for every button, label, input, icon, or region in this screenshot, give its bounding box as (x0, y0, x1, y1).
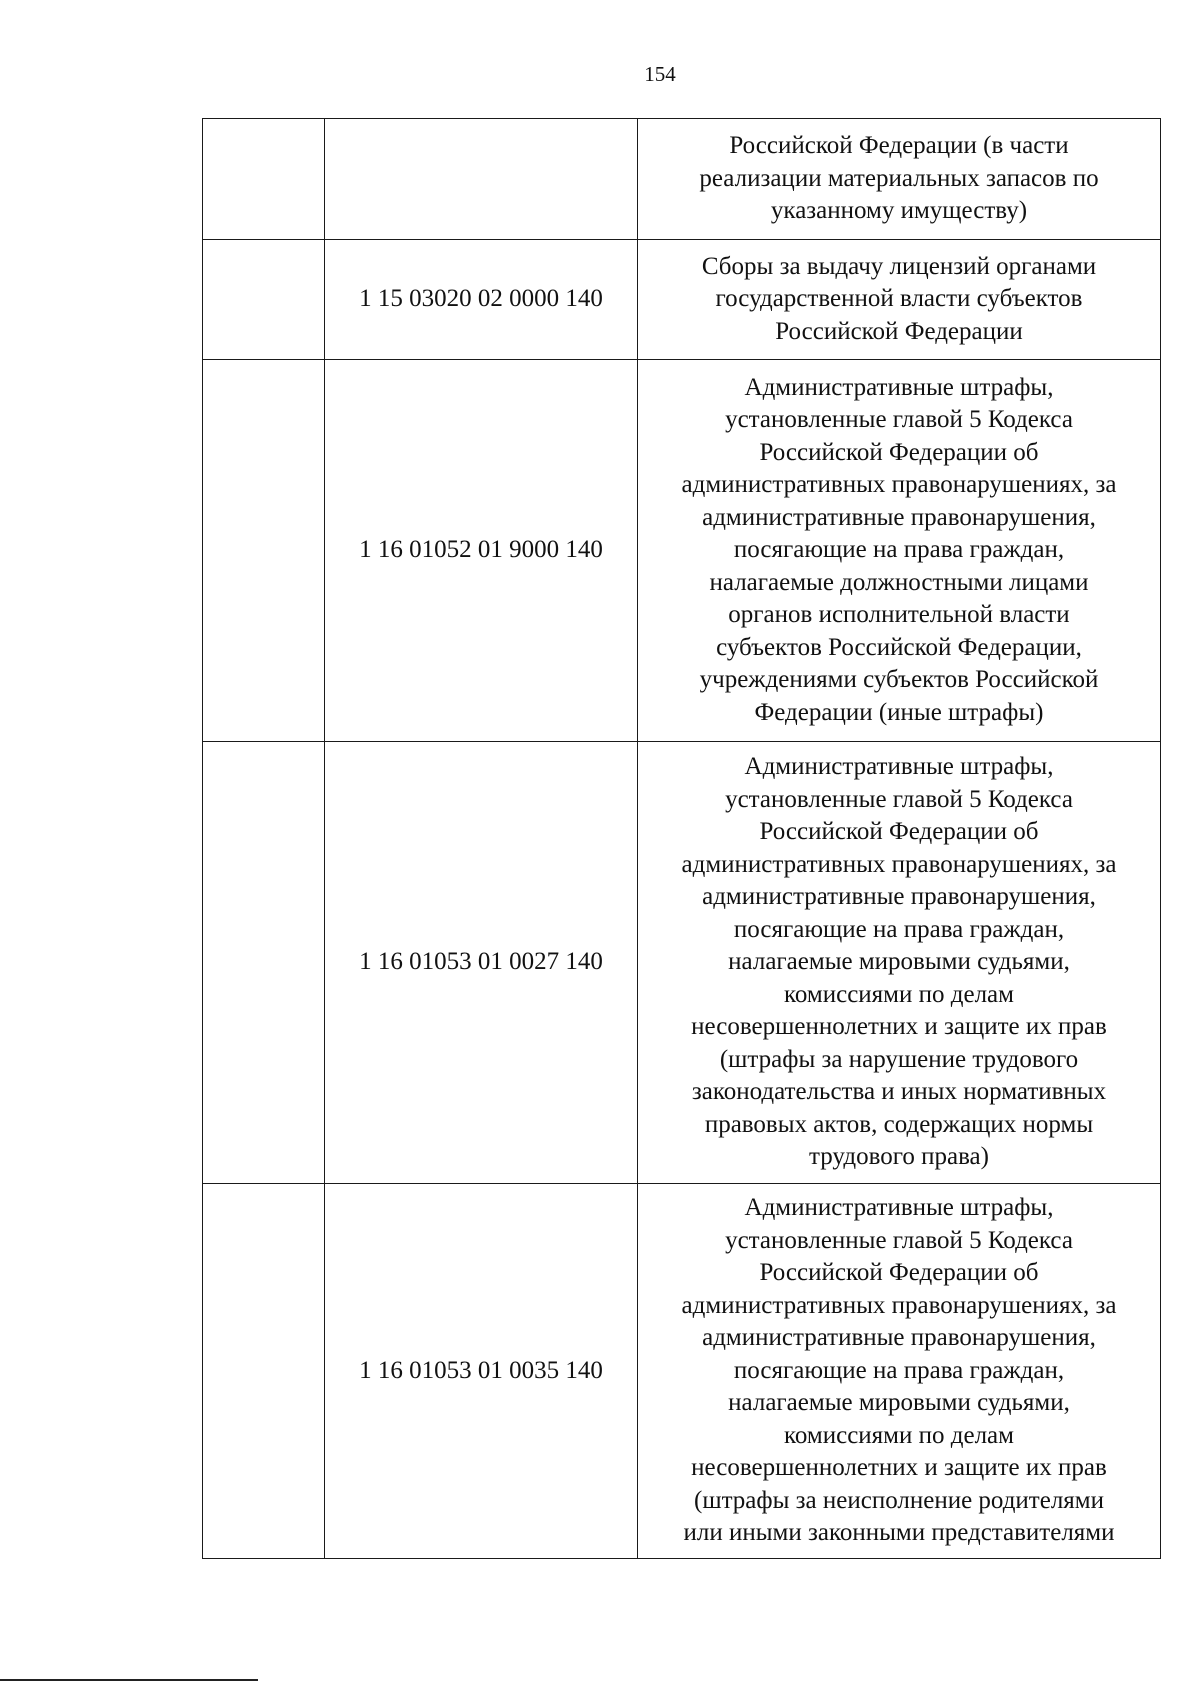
description-line: административных правонарушениях, за (681, 471, 1117, 499)
description-line: органов исполнительной власти (728, 601, 1070, 629)
admin-code-cell (203, 119, 325, 240)
description-cell (638, 119, 1161, 240)
budget-code-cell: 1 16 01053 01 0027 140 (325, 742, 638, 1184)
admin-code-cell (203, 360, 325, 742)
description-line: правовых актов, содержащих нормы (704, 1110, 1094, 1138)
description-line: указанному имуществу) (770, 197, 1028, 225)
description-line: государственной власти субъектов (715, 285, 1083, 313)
description-line: Российской Федерации (775, 317, 1023, 345)
description-line: учреждениями субъектов Российской (699, 666, 1099, 694)
description-line: Федерации (иные штрафы) (754, 698, 1044, 726)
description-cell (638, 360, 1161, 742)
description-line: административные правонарушения, (702, 1324, 1096, 1352)
table-row (203, 240, 1161, 360)
table-row (203, 1184, 1161, 1559)
description-line: трудового права) (809, 1143, 989, 1171)
description-line: реализации материальных запасов по (699, 164, 1099, 192)
description-line: административные правонарушения, (702, 503, 1096, 531)
description-line: (штрафы за неисполнение родителями (694, 1486, 1104, 1514)
description-line: установленные главой 5 Кодекса (725, 785, 1073, 813)
description-line: (штрафы за нарушение трудового (719, 1045, 1079, 1073)
budget-code-cell (325, 119, 638, 240)
description-line: установленные главой 5 Кодекса (725, 1226, 1073, 1254)
description-line: Российской Федерации об (759, 1259, 1039, 1287)
admin-code-cell (203, 240, 325, 360)
description-line: посягающие на права граждан, (733, 1356, 1065, 1384)
footnote-divider (0, 1679, 258, 1681)
description-line: субъектов Российской Федерации, (716, 633, 1082, 661)
description-line: Административные штрафы, (744, 373, 1054, 401)
description-line: административных правонарушениях, за (681, 850, 1117, 878)
description-line: или иными законными представителями (683, 1519, 1115, 1547)
description-line: комиссиями по делам (784, 980, 1014, 1008)
description-line: Российской Федерации об (759, 818, 1039, 846)
budget-code-cell: 1 16 01052 01 9000 140 (325, 360, 638, 742)
page-number: 154 (644, 62, 676, 86)
budget-code-cell: 1 15 03020 02 0000 140 (325, 240, 638, 360)
description-line: несовершеннолетних и защите их прав (691, 1454, 1107, 1482)
description-cell (638, 1184, 1161, 1559)
description-line: установленные главой 5 Кодекса (725, 406, 1073, 434)
description-line: посягающие на права граждан, (733, 915, 1065, 943)
description-line: Административные штрафы, (744, 1194, 1054, 1222)
table-row (203, 119, 1161, 240)
description-line: несовершеннолетних и защите их прав (691, 1013, 1107, 1041)
budget-code-cell: 1 16 01053 01 0035 140 (325, 1184, 638, 1559)
description-line: Российской Федерации (в части (729, 132, 1069, 160)
admin-code-cell (203, 742, 325, 1184)
description-line: Российской Федерации об (759, 438, 1039, 466)
description-line: налагаемые мировыми судьями, (728, 948, 1070, 976)
admin-code-cell (203, 1184, 325, 1559)
description-line: налагаемые должностными лицами (709, 568, 1089, 596)
description-cell (638, 240, 1161, 360)
revenue-codes-table (202, 118, 1161, 1559)
table-row (203, 360, 1161, 742)
description-cell (638, 742, 1161, 1184)
description-line: налагаемые мировыми судьями, (728, 1389, 1070, 1417)
description-line: Административные штрафы, (744, 753, 1054, 781)
description-line: административных правонарушениях, за (681, 1291, 1117, 1319)
table-row (203, 742, 1161, 1184)
description-line: посягающие на права граждан, (733, 536, 1065, 564)
description-line: Сборы за выдачу лицензий органами (701, 252, 1097, 280)
description-line: административные правонарушения, (702, 883, 1096, 911)
description-line: законодательства и иных нормативных (691, 1078, 1107, 1106)
description-line: комиссиями по делам (784, 1421, 1014, 1449)
